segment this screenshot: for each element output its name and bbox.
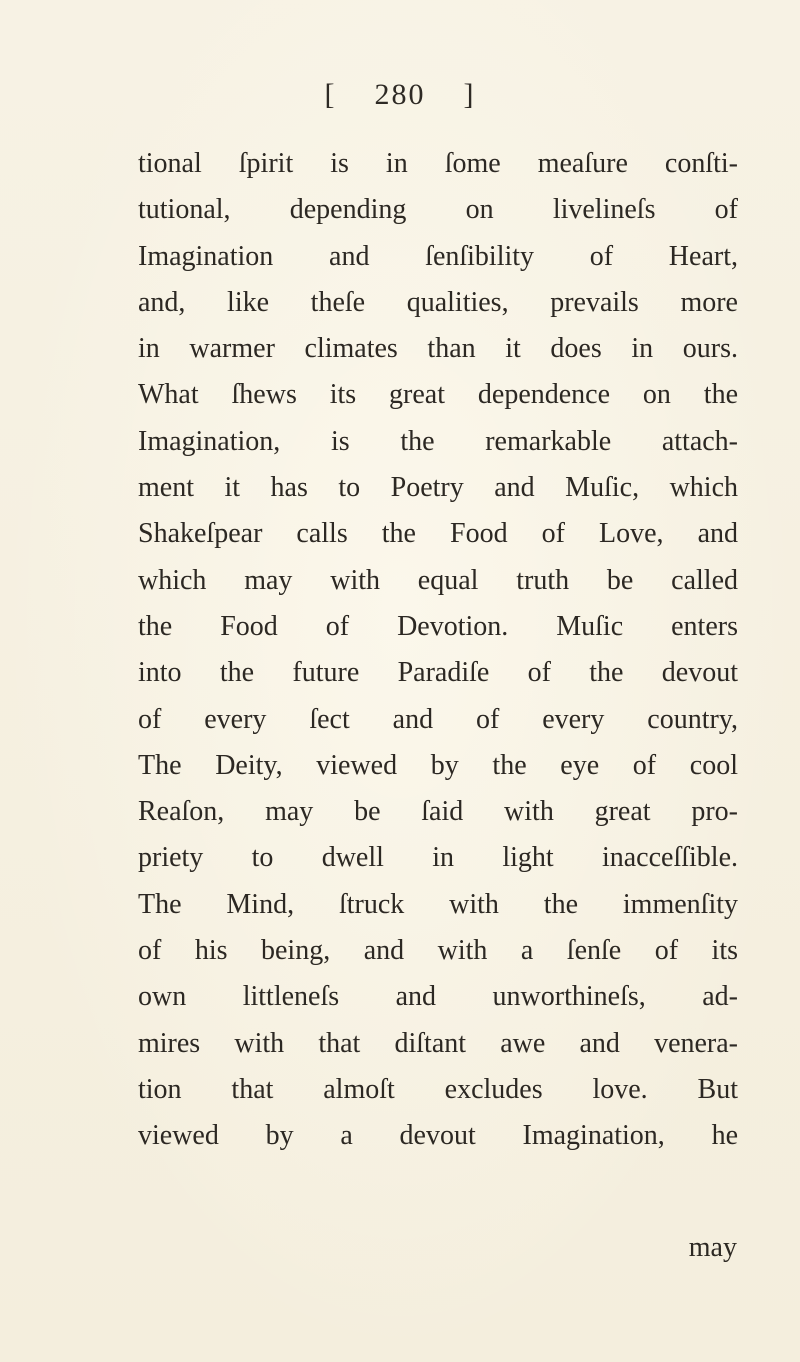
catchword: may (688, 1232, 737, 1263)
text-line: tutional, depending on livelineſs of (138, 194, 738, 226)
text-line: of every ſect and of every country, (138, 703, 738, 735)
header-bracket-close: ] (463, 78, 476, 111)
page-number: 280 (374, 78, 426, 111)
text-line: which may with equal truth be called (138, 564, 738, 596)
text-line: Reaſon, may be ſaid with great pro- (138, 796, 738, 828)
page-header (0, 78, 800, 112)
text-line: tional ſpirit is in ſome meaſure conſti- (138, 148, 738, 179)
text-line: ment it has to Poetry and Muſic, which (138, 472, 738, 504)
text-line: tion that almoſt excludes love. But (138, 1073, 738, 1105)
text-line: mires with that diſtant awe and venera- (138, 1027, 738, 1059)
text-line: viewed by a devout Imagination, he (138, 1120, 738, 1152)
text-line: Imagination and ſenſibility of Heart, (138, 240, 738, 272)
text-line: of his being, and with a ſenſe of its (138, 935, 738, 967)
text-line: What ſhews its great dependence on the (138, 379, 738, 411)
text-line: into the future Paradiſe of the devout (138, 657, 738, 689)
text-line: The Mind, ſtruck with the immenſity (138, 888, 738, 920)
text-line: and, like theſe qualities, prevails more (138, 286, 738, 318)
text-line: The Deity, viewed by the eye of cool (138, 749, 738, 781)
text-line: own littleneſs and unworthineſs, ad- (138, 981, 738, 1013)
text-line: Shakeſpear calls the Food of Love, and (138, 518, 738, 550)
header-bracket-open: [ (324, 78, 337, 111)
text-line: in warmer climates than it does in ours. (138, 333, 738, 365)
body-text (138, 141, 738, 1160)
text-line: the Food of Devotion. Muſic enters (138, 610, 738, 642)
text-line: Imagination, is the remarkable attach- (138, 425, 738, 457)
text-line: priety to dwell in light inacceſſible. (138, 842, 738, 874)
